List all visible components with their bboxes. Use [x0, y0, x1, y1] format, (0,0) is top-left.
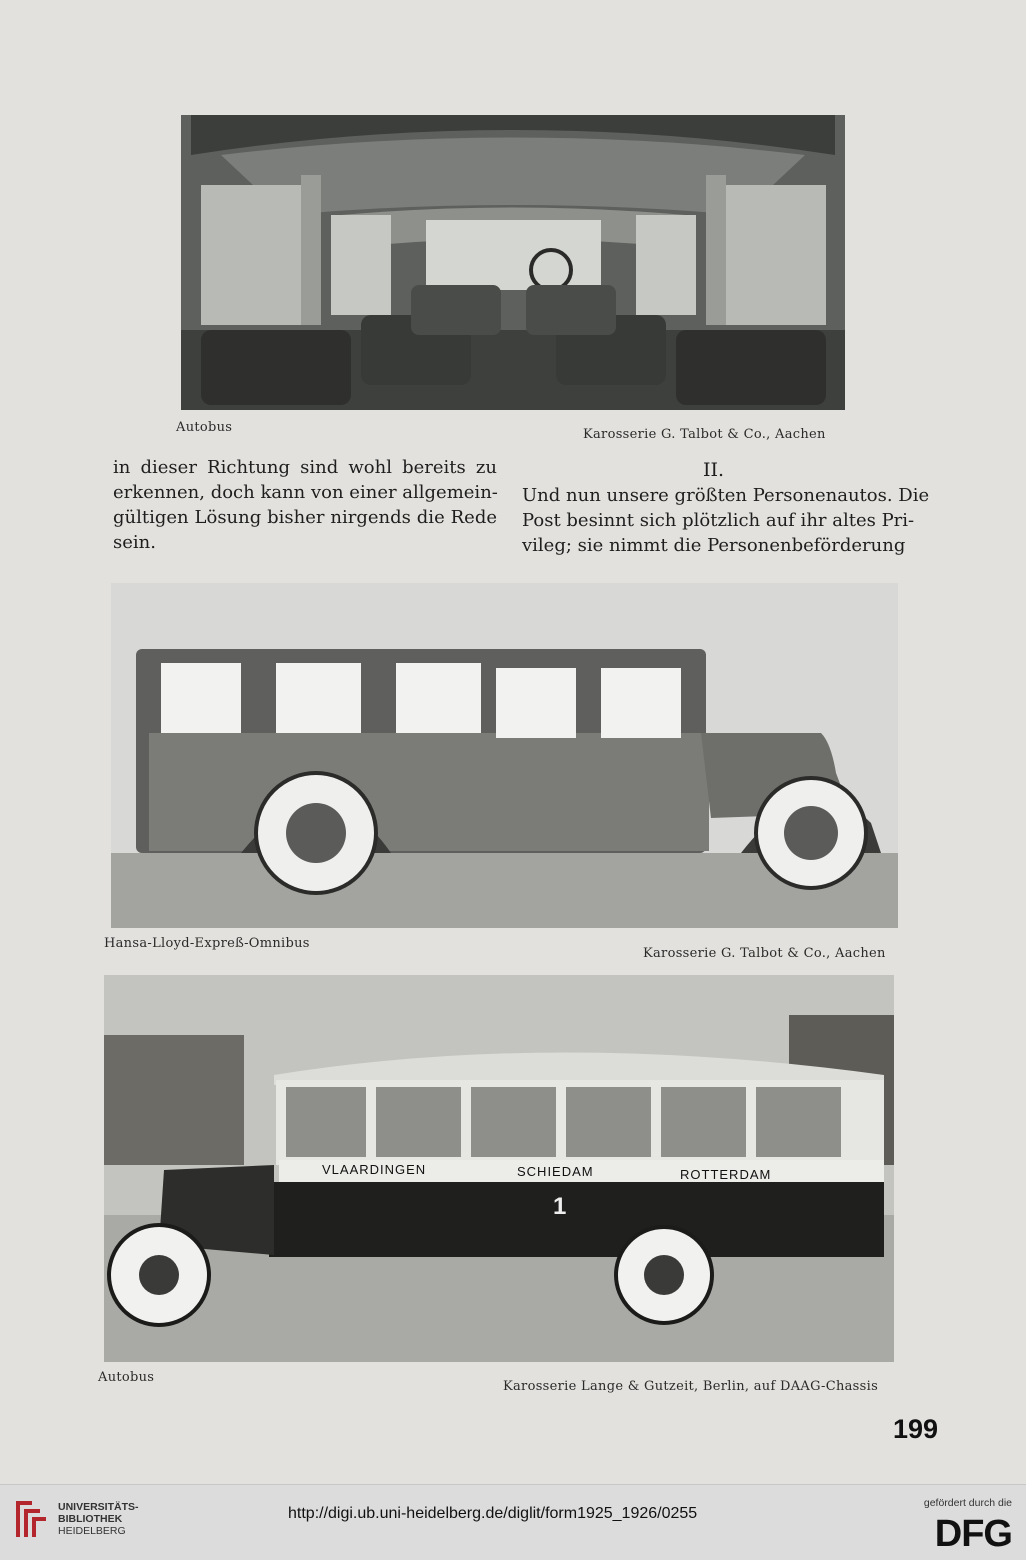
right-text-column — [522, 458, 930, 558]
text-line: gültigen Lösung bisher nirgends die Rede — [113, 507, 497, 528]
bus-sign-vlaardingen: VLAARDINGEN — [322, 1162, 427, 1177]
library-name — [58, 1501, 139, 1537]
daag-caption-right: Karosserie Lange & Gutzeit, Berlin, auf DAAG-Chassis — [503, 1379, 879, 1394]
daag-caption-left: Autobus — [98, 1370, 155, 1385]
hansa-caption-right: Karosserie G. Talbot & Co., Aachen — [643, 946, 886, 961]
photo-daag-bus — [104, 975, 894, 1362]
library-logo-icon — [12, 1497, 48, 1541]
text-line: Post besinnt sich plötzlich auf ihr altes Pri- — [522, 510, 915, 531]
permalink-url[interactable]: http://digi.ub.uni-heidelberg.de/diglit/form1925_1926/0255 — [288, 1505, 698, 1522]
interior-caption-left: Autobus — [176, 420, 233, 435]
text-line: erkennen, doch kann von einer allgemein- — [113, 482, 498, 503]
dfg-logo: DFG — [934, 1513, 1012, 1555]
section-heading: II. — [702, 459, 725, 481]
bus-sign-rotterdam: ROTTERDAM — [680, 1167, 772, 1182]
bus-sign-schiedam: SCHIEDAM — [517, 1164, 594, 1179]
interior-caption-right: Karosserie G. Talbot & Co., Aachen — [583, 427, 826, 442]
text-line: in dieser Richtung sind wohl bereits zu — [113, 457, 497, 478]
photo-bus-interior — [181, 115, 845, 410]
page-number: 199 — [892, 1414, 938, 1444]
left-text-column — [113, 455, 497, 555]
text-line: Und nun unsere größten Personenautos. Die — [522, 485, 930, 506]
photo-hansa-lloyd-bus — [111, 583, 898, 928]
library-line: HEIDELBERG — [58, 1525, 126, 1537]
sponsor-label: gefördert durch die — [923, 1497, 1012, 1509]
library-line: UNIVERSITÄTS- — [58, 1501, 139, 1513]
hansa-caption-left: Hansa-Lloyd-Expreß-Omnibus — [104, 936, 310, 951]
text-line: vileg; sie nimmt die Personenbeförderung — [522, 535, 906, 556]
digitization-footer — [0, 1484, 1026, 1560]
text-line: sein. — [113, 532, 156, 553]
bus-route-number: 1 — [553, 1193, 567, 1220]
library-line: BIBLIOTHEK — [58, 1513, 123, 1525]
